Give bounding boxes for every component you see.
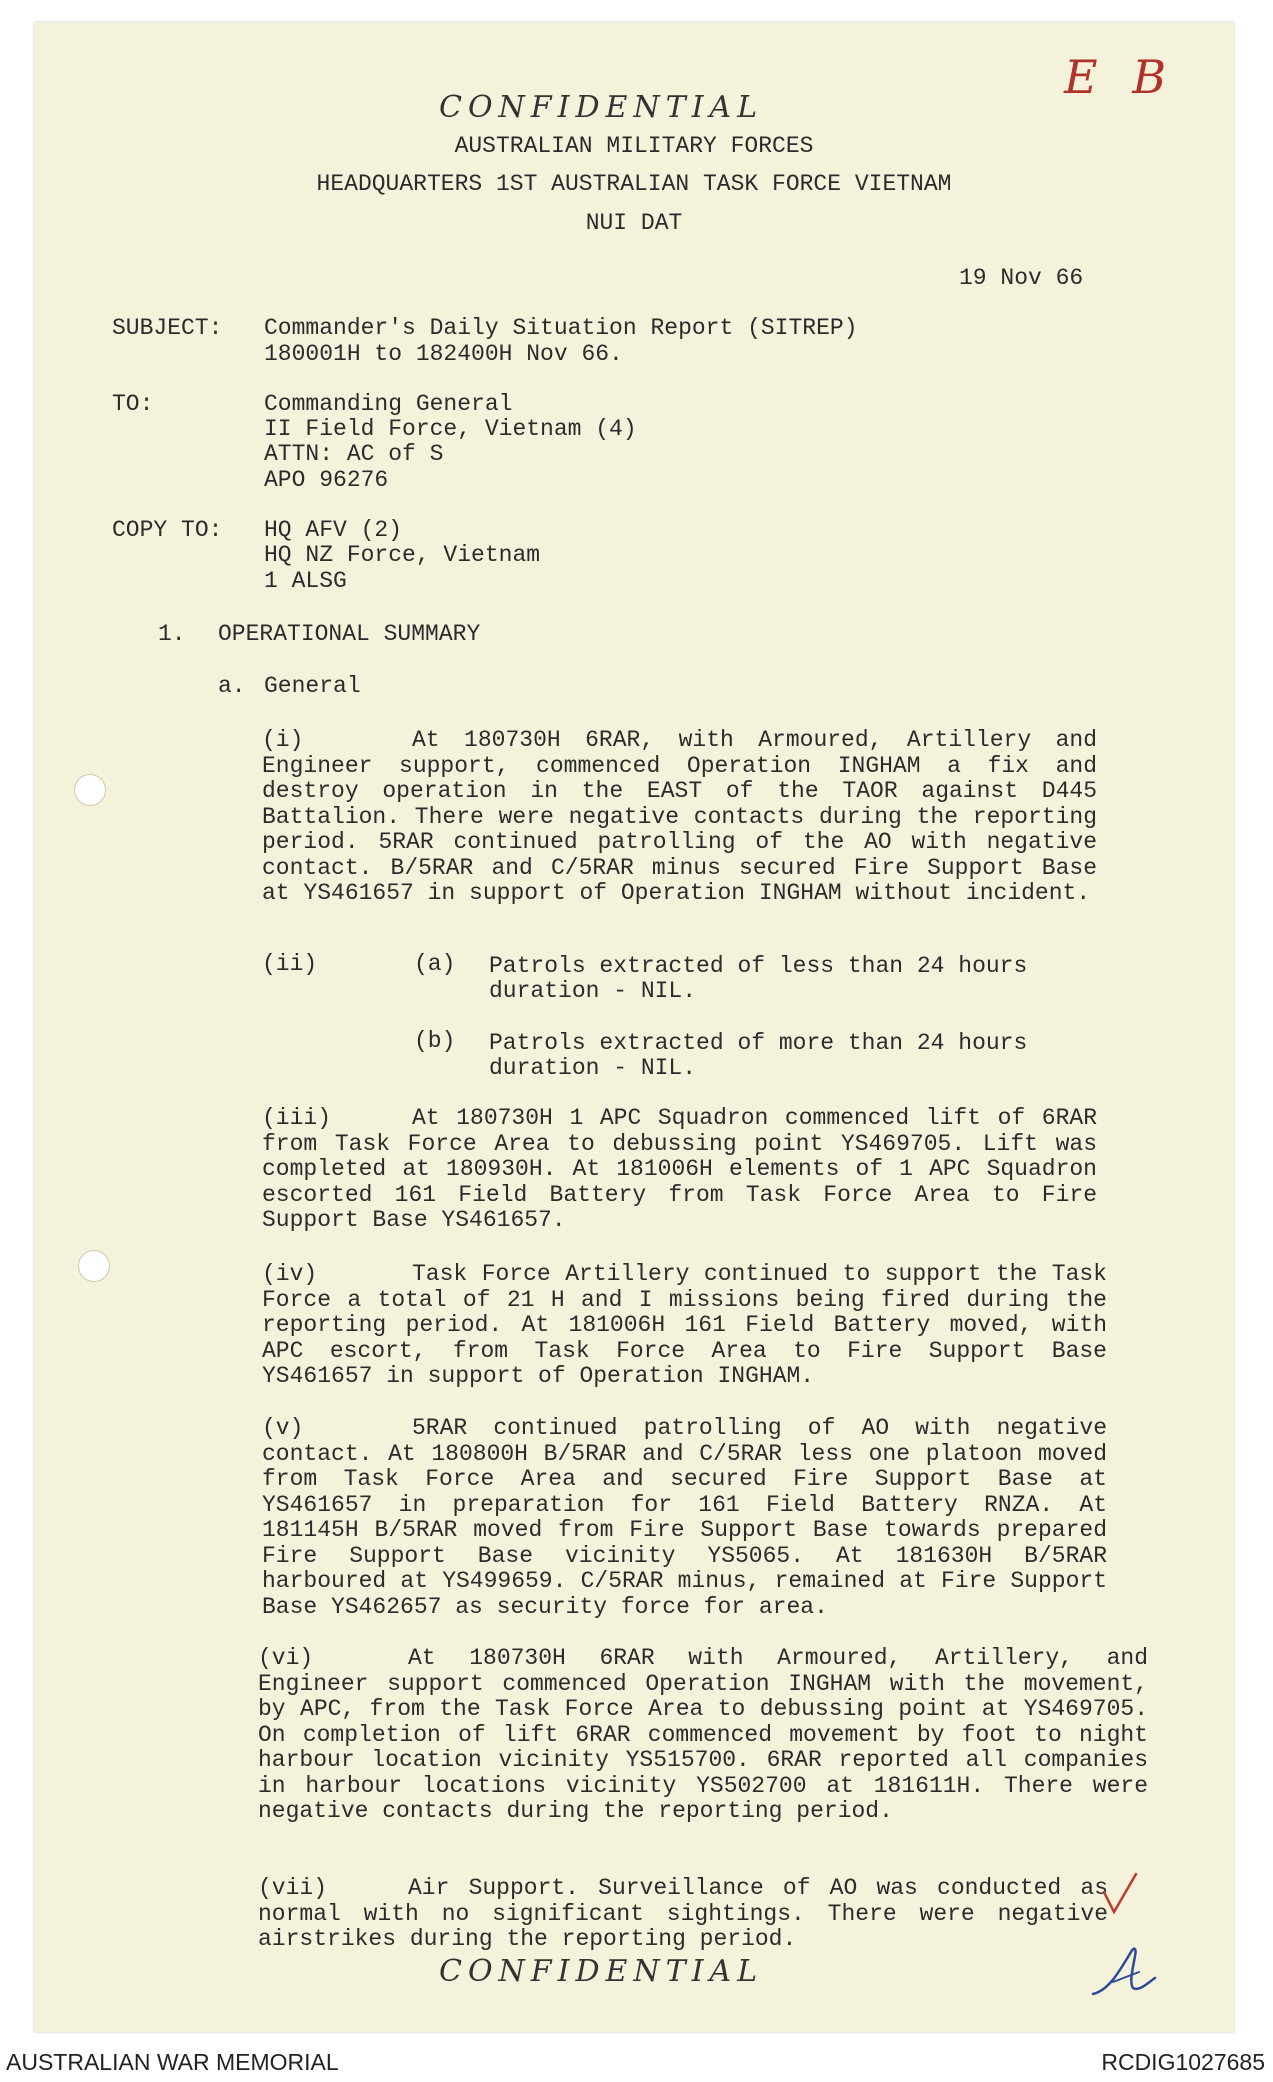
- paragraph-vi: [258, 1646, 1148, 1825]
- subsection-title: General: [264, 673, 361, 699]
- punch-hole: [78, 1250, 110, 1282]
- subsection-letter: a.: [218, 673, 246, 699]
- subject-line-1: Commander's Daily Situation Report (SITREP): [264, 315, 858, 341]
- confidential-stamp-bottom: CONFIDENTIAL: [439, 1954, 764, 1989]
- copy-to-line: HQ AFV (2): [264, 517, 403, 543]
- paragraph-iii: [262, 1106, 1097, 1234]
- sub-item-text: Patrols extracted of more than 24 hours: [489, 1030, 1028, 1056]
- paragraph-label: (iii): [262, 1105, 332, 1131]
- to-line: Commanding General: [264, 391, 513, 417]
- paragraph-label: (iv): [262, 1261, 318, 1287]
- sub-item-label: (a): [414, 951, 456, 977]
- punch-hole: [74, 774, 106, 806]
- paragraph-text: At 180730H 6RAR with Armoured, Artillery, and Engineer support commenced Operation INGHAM with the movement, by APC, from the Task Force Area to debussing point at YS469705. On completion of lift 6RAR commenced movement by foot to night harbour location vicinity YS515700. 6RAR reported all companies in harbour locations vicinity YS502700 at 181611H. There were negative contacts during the reporting period.: [258, 1645, 1148, 1824]
- to-label: TO:: [112, 391, 154, 417]
- to-line: II Field Force, Vietnam (4): [264, 416, 637, 442]
- handwritten-annotation: E B: [1064, 50, 1177, 104]
- paragraph-label: (vii): [258, 1875, 328, 1901]
- section-title: OPERATIONAL SUMMARY: [218, 621, 481, 647]
- paragraph-text: At 180730H 6RAR, with Armoured, Artillery and Engineer support, commenced Operation INGHAM a fix and destroy operation in the EAST of the TAOR against D445 Battalion. There were negative contacts during the reporting period. 5RAR continued patrolling of the AO with negative contact. B/5RAR and C/5RAR minus secured Fire Support Base at YS461657 in support of Operation INGHAM without incident.: [262, 727, 1097, 906]
- blue-initials-mark: [1089, 1942, 1159, 2002]
- document-page: [34, 22, 1234, 2032]
- paragraph-label: (ii): [262, 951, 318, 977]
- paragraph-text: Task Force Artillery continued to support the Task Force a total of 21 H and I missions being fired during the reporting period. At 181006H 161 Field Battery moved, with APC escort, from Task Force Area to Fire Support Base YS461657 in support of Operation INGHAM.: [262, 1261, 1107, 1389]
- footer-right: RCDIG1027685: [1101, 2049, 1265, 2075]
- to-line: APO 96276: [264, 467, 389, 493]
- document-date: 19 Nov 66: [959, 265, 1084, 291]
- header-line-3: NUI DAT: [585, 210, 683, 236]
- subject-line-2: 180001H to 182400H Nov 66.: [264, 341, 623, 367]
- header-line-1: AUSTRALIAN MILITARY FORCES: [454, 133, 814, 159]
- paragraph-iv: [262, 1262, 1107, 1390]
- paragraph-i: [262, 728, 1097, 907]
- paragraph-label: (i): [262, 727, 304, 753]
- footer-left: AUSTRALIAN WAR MEMORIAL: [6, 2049, 339, 2075]
- subject-label: SUBJECT:: [112, 315, 223, 341]
- to-line: ATTN: AC of S: [264, 441, 444, 467]
- sub-item-label: (b): [414, 1028, 456, 1054]
- red-tick-mark: [1100, 1870, 1140, 1920]
- paragraph-text: At 180730H 1 APC Squadron commenced lift of 6RAR from Task Force Area to debussing point YS469705. Lift was completed at 180930H. At 181006H elements of 1 APC Squadron escorted 161 Field Battery from Task Force Area to Fire Support Base YS461657.: [262, 1105, 1097, 1233]
- section-number: 1.: [158, 621, 186, 647]
- paragraph-vii: [258, 1876, 1108, 1953]
- paragraph-text: 5RAR continued patrolling of AO with negative contact. At 180800H B/5RAR and C/5RAR less one platoon moved from Task Force Area and secured Fire Support Base at YS461657 in preparation for 161 Field Battery RNZA. At 181145H B/5RAR moved from Fire Support Base towards prepared Fire Support Base vicinity YS5065. At 181630H B/5RAR harboured at YS499659. C/5RAR minus, remained at Fire Support Base YS462657 as security force for area.: [262, 1415, 1107, 1620]
- paragraph-text: Air Support. Surveillance of AO was conducted as normal with no significant sightings. There were negative airstrikes during the reporting period.: [258, 1875, 1108, 1952]
- paragraph-label: (v): [262, 1415, 304, 1441]
- sub-item-text: Patrols extracted of less than 24 hours: [489, 953, 1028, 979]
- copy-to-label: COPY TO:: [112, 517, 223, 543]
- copy-to-line: HQ NZ Force, Vietnam: [264, 542, 541, 568]
- header-line-2: HEADQUARTERS 1ST AUSTRALIAN TASK FORCE VIETNAM: [316, 171, 952, 197]
- paragraph-v: [262, 1416, 1107, 1620]
- copy-to-line: 1 ALSG: [264, 568, 347, 594]
- sub-item-text: duration - NIL.: [489, 978, 697, 1004]
- paragraph-label: (vi): [258, 1645, 314, 1671]
- confidential-stamp-top: CONFIDENTIAL: [439, 90, 764, 125]
- sub-item-text: duration - NIL.: [489, 1055, 697, 1081]
